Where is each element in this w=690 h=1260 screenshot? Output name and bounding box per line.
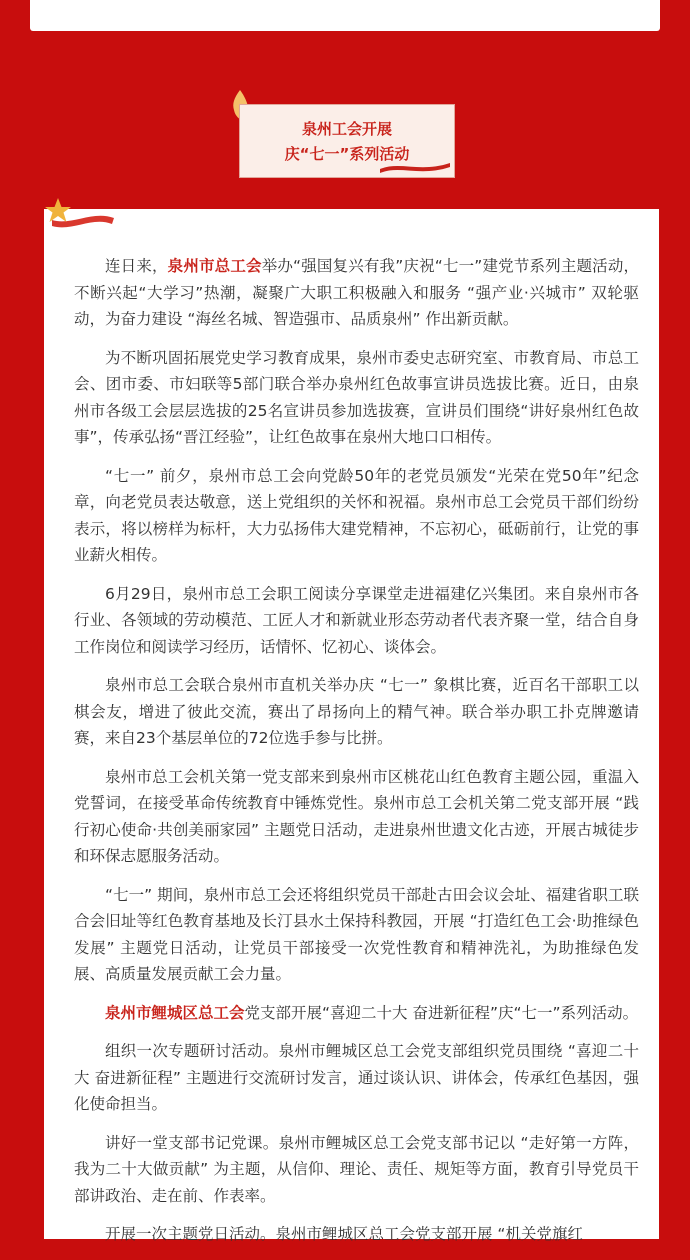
paragraph: 开展一次主题党日活动。泉州市鲤城区总工会党支部开展 “机关党旗红 (105, 1225, 583, 1243)
ribbon-decoration (380, 159, 450, 173)
paragraph: 泉州市总工会机关第一党支部来到泉州市区桃花山红色教育主题公园，重温入党誓词，在接受革命传统教育中锤炼党性。泉州市总工会机关第二党支部开展 “践行初心使命·共创美丽家园” 主题党日活动，走进泉州世遗文化古迹，开展古城徒步和环保志愿服务活动。 (74, 767, 639, 865)
highlight-org: 泉州市鲤城区总工会 (105, 1003, 245, 1022)
article-body (74, 253, 639, 1260)
paragraph: “七一” 前夕，泉州市总工会向党龄50年的老党员颁发“光荣在党50年”纪念章，向老党员表达敬意，送上党组织的关怀和祝福。泉州市总工会党员干部们纷纷表示，将以榜样为标杆，大力弘扬伟大建党精神，不忘初心，砥砺前行，让党的事业薪火相传。 (74, 466, 639, 564)
paragraph: 讲好一堂支部书记党课。泉州市鲤城区总工会党支部书记以 “走好第一方阵，我为二十大做贡献” 为主题，从信仰、理论、责任、规矩等方面，教育引导党员干部讲政治、走在前、作表率。 (74, 1133, 639, 1205)
paragraph: “七一” 期间，泉州市总工会还将组织党员干部赴古田会议会址、福建省职工联合会旧址等红色教育基地及长汀县水土保持科教园，开展 “打造红色工会·助推绿色发展” 主题党日活动，让党员干部接受一次党性教育和精神洗礼，为助推绿色发展、高质量发展贡献工会力量。 (74, 885, 639, 983)
top-card (30, 0, 660, 31)
article-card (44, 209, 659, 1243)
paragraph: 泉州市总工会联合泉州市直机关举办庆 “七一” 象棋比赛，近百名干部职工以棋会友，增进了彼此交流，赛出了昂扬向上的精气神。联合举办职工扑克牌邀请赛，来自23个基层单位的72位选手参与比拼。 (74, 676, 639, 747)
title-banner (239, 104, 455, 178)
star-ribbon-icon (42, 196, 116, 230)
paragraph: 组织一次专题研讨活动。泉州市鲤城区总工会党支部组织党员围绕 “喜迎二十大 奋进新征程” 主题进行交流研讨发言，通过谈认识、讲体会，传承红色基因，强化使命担当。 (74, 1042, 639, 1113)
paragraph: 6月29日，泉州市总工会职工阅读分享课堂走进福建亿兴集团。来自泉州市各行业、各领域的劳动模范、工匠人才和新就业形态劳动者代表齐聚一堂，结合自身工作岗位和阅读学习经历，话情怀、忆初心、谈体会。 (74, 584, 639, 656)
title-line-1: 泉州工会开展 (301, 120, 392, 138)
paragraph: 泉州市鲤城区总工会党支部开展“喜迎二十大 奋进新征程”庆“七一”系列活动。 (105, 1003, 639, 1022)
title-line-2: 庆“七一”系列活动 (284, 145, 410, 163)
paragraph: 连日来，泉州市总工会举办“强国复兴有我”庆祝“七一”建党节系列主题活动，不断兴起“大学习”热潮，凝聚广大职工积极融入和服务 “强产业·兴城市” 双轮驱动，为奋力建设 “海丝名城、智造强市、品质泉州” 作出新贡献。 (74, 257, 639, 328)
highlight-org: 泉州市总工会 (167, 257, 262, 275)
paragraph: 为不断巩固拓展党史学习教育成果，泉州市委史志研究室、市教育局、市总工会、团市委、市妇联等5部门联合举办泉州红色故事宣讲员选拔比赛。近日，由泉州市各级工会层层选拔的25名宣讲员参加选拔赛，宣讲员们围绕“讲好泉州红色故事”，传承弘扬“晋江经验”，让红色故事在泉州大地口口相传。 (74, 348, 639, 446)
